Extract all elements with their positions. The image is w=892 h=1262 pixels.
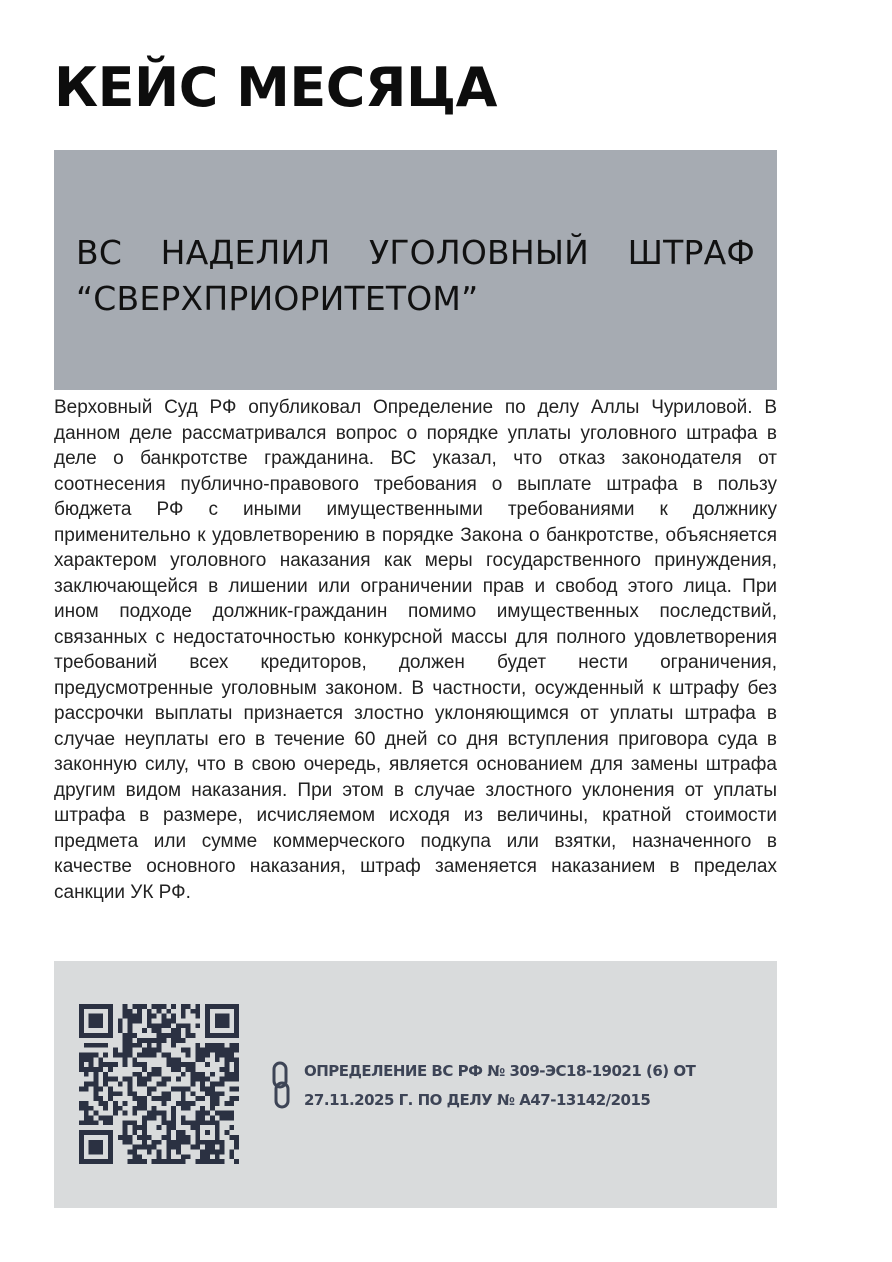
qr-code-icon[interactable] [79,1004,239,1164]
link-icon [270,1061,292,1109]
article-body: Верховный Суд РФ опубликовал Определение по делу Аллы Чуриловой. В данном деле рассматривался вопрос о порядке уплаты уголовного штрафа в деле о банкротстве гражданина. ВС указал, что отказ законодателя от соотнесения публично-правового требования о выплате штрафа в пользу бюджета РФ с иными имущественными требованиями к должнику применительно к удовлетворению в порядке Закона о банкротстве, объясняется характером уголовного наказания как меры государственного принуждения, заключающейся в лишении или ограничении прав и свобод этого лица. При ином подходе должник-гражданин помимо имущественных последствий, связанных с недостаточностью конкурсной массы для полного удовлетворения требований всех кредиторов, должен будет нести ограничения, предусмотренные уголовным законом. В частности, осужденный к штрафу без рассрочки выплаты признается злостно уклоняющимся от уплаты штрафа в случае неуплаты его в течение 60 дней со дня вступления приговора суда в законную силу, что в свою очередь, является основанием для замены штрафа другим видом наказания. При этом в случае злостного уклонения от уплаты штрафа в размере, исчисляемом исходя из величины, кратной стоимости предмета или сумме коммерческого подкупа или взятки, назначенного в качестве основного наказания, штраф заменяется наказанием в пределах санкции УК РФ. [54,397,777,903]
headline-banner [54,150,777,390]
court-ruling-link[interactable]: ОПРЕДЕЛЕНИЕ ВС РФ № 309-ЭС18-19021 (6) ОТ 27.11.2025 Г. ПО ДЕЛУ № А47-13142/2015 [304,1062,696,1109]
headline-text: ВС НАДЕЛИЛ УГОЛОВНЫЙ ШТРАФ “СВЕРХПРИОРИТЕТОМ” [76,233,755,318]
reference-panel [54,961,777,1208]
page-title: КЕЙС МЕСЯЦА [54,56,497,119]
